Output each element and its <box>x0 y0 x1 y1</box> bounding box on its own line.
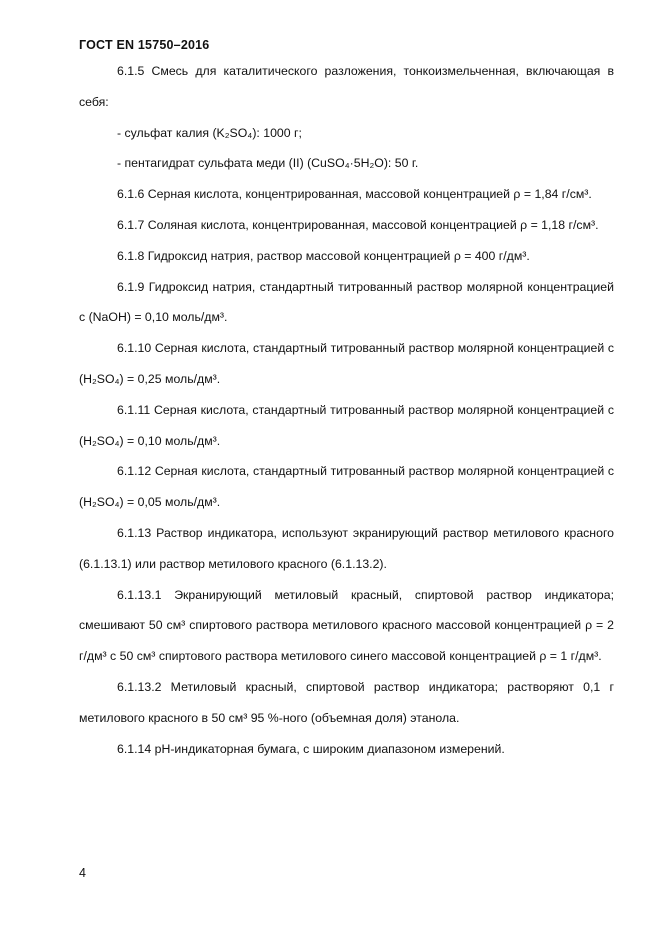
paragraph-6-1-13-1: 6.1.13.1 Экранирующий метиловый красный, спиртовой раствор индикатора; смешивают 50 см³ спиртового раствора метилового красного массовой концентрацией ρ = 2 г/дм³ с 50 см³ спиртового раствора метилового синего массовой концентрацией ρ = 1 г/дм³. <box>79 587 614 664</box>
paragraph-6-1-11: 6.1.11 Серная кислота, стандартный титрованный раствор молярной концентрацией c (H₂SO₄) = 0,10 моль/дм³. <box>79 402 614 448</box>
list-item-copper-sulfate: - пентагидрат сульфата меди (II) (CuSO₄·5H₂O): 50 г. <box>117 156 419 171</box>
paragraph-6-1-7: 6.1.7 Соляная кислота, концентрированная, массовой концентрацией ρ = 1,18 г/см³. <box>117 217 599 232</box>
document-body <box>79 56 614 764</box>
paragraph-6-1-12: 6.1.12 Серная кислота, стандартный титрованный раствор молярной концентрацией c (H₂SO₄) = 0,05 моль/дм³. <box>79 464 614 510</box>
paragraph-6-1-9: 6.1.9 Гидроксид натрия, стандартный титрованный раствор молярной концентрацией c (NaOH) = 0,10 моль/дм³. <box>79 279 614 325</box>
paragraph-6-1-13: 6.1.13 Раствор индикатора, используют экранирующий раствор метилового красного (6.1.13.1) или раствор метилового красного (6.1.13.2). <box>79 525 614 571</box>
paragraph-6-1-5: 6.1.5 Смесь для каталитического разложения, тонкоизмельченная, включающая в себя: <box>79 64 614 109</box>
paragraph-6-1-10: 6.1.10 Серная кислота, стандартный титрованный раствор молярной концентрацией c (H₂SO₄) = 0,25 моль/дм³. <box>79 341 614 386</box>
paragraph-6-1-13-2: 6.1.13.2 Метиловый красный, спиртовой раствор индикатора; растворяют 0,1 г метилового красного в 50 см³ 95 %-ного (объемная доля) этанола. <box>79 679 614 725</box>
page-number: 4 <box>79 866 86 880</box>
paragraph-6-1-8: 6.1.8 Гидроксид натрия, раствор массовой концентрацией ρ = 400 г/дм³. <box>117 248 530 263</box>
paragraph-6-1-14: 6.1.14 рН-индикаторная бумага, с широким диапазоном измерений. <box>117 741 505 756</box>
document-header: ГОСТ EN 15750–2016 <box>79 38 210 52</box>
list-item-potassium-sulfate: - сульфат калия (K₂SO₄): 1000 г; <box>117 125 302 140</box>
paragraph-6-1-6: 6.1.6 Серная кислота, концентрированная, массовой концентрацией ρ = 1,84 г/см³. <box>117 187 592 202</box>
